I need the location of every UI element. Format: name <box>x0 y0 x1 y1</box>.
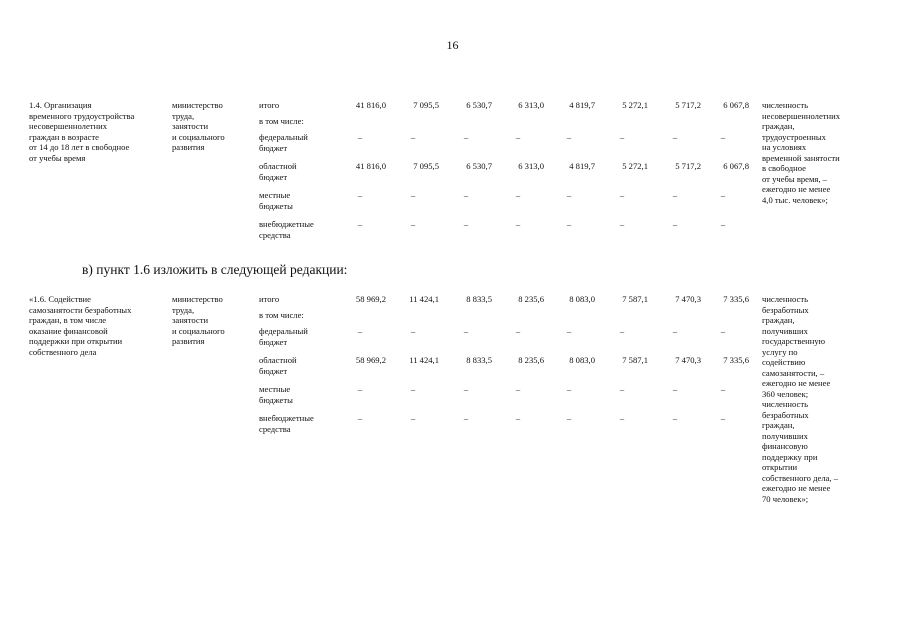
funding-row <box>29 190 879 214</box>
funding-value: – <box>720 219 726 229</box>
funding-value: – <box>515 413 521 423</box>
funding-value: – <box>566 413 572 423</box>
funding-value: – <box>619 413 625 423</box>
funding-value: – <box>357 132 363 142</box>
funding-row <box>29 161 879 185</box>
funding-source: итого <box>259 100 280 110</box>
funding-source: в том числе: <box>259 116 304 126</box>
funding-source: внебюджетные средства <box>259 413 314 434</box>
amendment-subheading: в) пункт 1.6 изложить в следующей редакции: <box>82 262 348 277</box>
funding-value: 7 587,1 <box>622 294 648 304</box>
funding-value: 58 969,2 <box>355 294 386 304</box>
funding-value: 4 819,7 <box>569 100 595 110</box>
funding-value: 5 717,2 <box>675 100 701 110</box>
funding-value: 6 313,0 <box>518 161 544 171</box>
funding-value: 7 095,5 <box>413 161 439 171</box>
funding-value: 7 335,6 <box>723 355 749 365</box>
measure-title: 1.4. Организация временного трудоустройства несовершеннолетних граждан в возрасте от 14 до 18 лет в свободное от учебы время <box>29 100 135 163</box>
executor: министерство труда, занятости и социального развития <box>172 294 225 346</box>
funding-value: 7 470,3 <box>675 355 701 365</box>
funding-value: 6 067,8 <box>723 100 749 110</box>
funding-value: – <box>357 190 363 200</box>
expected-result: численность несовершеннолетних граждан, трудоустроенных на условиях временной занятости в свободное от учебы время, – ежегодно не менее 4,0 тыс. человек»; <box>762 100 841 205</box>
funding-value: 7 095,5 <box>413 100 439 110</box>
funding-value: 5 272,1 <box>622 100 648 110</box>
funding-value: – <box>619 219 625 229</box>
page-number: 16 <box>446 38 459 52</box>
funding-value: – <box>619 326 625 336</box>
funding-row <box>29 326 879 350</box>
funding-value: 6 530,7 <box>466 100 492 110</box>
funding-value: 8 083,0 <box>569 355 595 365</box>
funding-value: 6 530,7 <box>466 161 492 171</box>
funding-value: 58 969,2 <box>355 355 386 365</box>
measure-title: «1.6. Содействие самозанятости безработных граждан, в том числе оказание финансовой поддержки при открытии собственного дела <box>29 294 132 357</box>
funding-value: – <box>720 413 726 423</box>
funding-value: 8 235,6 <box>518 355 544 365</box>
funding-value: 6 313,0 <box>518 100 544 110</box>
funding-value: – <box>566 384 572 394</box>
funding-value: 8 833,5 <box>466 294 492 304</box>
funding-value: – <box>566 326 572 336</box>
funding-value: – <box>672 219 678 229</box>
funding-value: – <box>619 384 625 394</box>
funding-value: – <box>463 190 469 200</box>
funding-value: – <box>410 132 416 142</box>
funding-value: 7 470,3 <box>675 294 701 304</box>
funding-value: 7 335,6 <box>723 294 749 304</box>
funding-value: – <box>515 219 521 229</box>
funding-value: 6 067,8 <box>723 161 749 171</box>
funding-value: – <box>515 132 521 142</box>
funding-value: 11 424,1 <box>409 294 439 304</box>
funding-source: местные бюджеты <box>259 190 293 211</box>
funding-value: – <box>672 384 678 394</box>
funding-value: – <box>619 132 625 142</box>
funding-value: – <box>410 326 416 336</box>
funding-value: – <box>410 413 416 423</box>
funding-source: федеральный бюджет <box>259 132 308 153</box>
funding-value: – <box>463 132 469 142</box>
funding-value: 4 819,7 <box>569 161 595 171</box>
expected-result: численность безработных граждан, получивших государственную услугу по содействию самозанятости, – ежегодно не менее 360 человек; численность безработных граждан, получивших финансовую поддержку при открытии собственного дела, – ежегодно не менее 70 человек»; <box>762 294 839 504</box>
funding-value: – <box>463 413 469 423</box>
funding-value: – <box>463 384 469 394</box>
funding-value: – <box>720 326 726 336</box>
funding-value: – <box>357 413 363 423</box>
funding-value: 41 816,0 <box>355 161 386 171</box>
funding-source: областной бюджет <box>259 161 297 182</box>
funding-row <box>29 132 879 156</box>
funding-row <box>29 413 879 437</box>
funding-value: 5 272,1 <box>622 161 648 171</box>
funding-value: – <box>410 190 416 200</box>
funding-value: – <box>357 219 363 229</box>
funding-value: – <box>566 132 572 142</box>
funding-source: внебюджетные средства <box>259 219 314 240</box>
funding-value: – <box>410 219 416 229</box>
funding-value: 8 833,5 <box>466 355 492 365</box>
funding-value: 8 235,6 <box>518 294 544 304</box>
funding-value: – <box>619 190 625 200</box>
funding-value: – <box>720 384 726 394</box>
funding-value: 5 717,2 <box>675 161 701 171</box>
funding-row <box>29 355 879 379</box>
funding-value: 41 816,0 <box>355 100 386 110</box>
funding-source: в том числе: <box>259 310 304 320</box>
executor: министерство труда, занятости и социального развития <box>172 100 225 152</box>
funding-value: 8 083,0 <box>569 294 595 304</box>
funding-source: федеральный бюджет <box>259 326 308 347</box>
funding-value: – <box>672 326 678 336</box>
funding-value: – <box>357 326 363 336</box>
funding-value: – <box>720 132 726 142</box>
funding-value: – <box>672 132 678 142</box>
funding-value: 7 587,1 <box>622 355 648 365</box>
funding-source: итого <box>259 294 280 304</box>
funding-value: – <box>463 326 469 336</box>
funding-value: – <box>720 190 726 200</box>
funding-value: – <box>463 219 469 229</box>
funding-value: 11 424,1 <box>409 355 439 365</box>
funding-value: – <box>515 190 521 200</box>
funding-value: – <box>515 326 521 336</box>
funding-value: – <box>357 384 363 394</box>
funding-value: – <box>566 219 572 229</box>
funding-row <box>29 219 879 243</box>
funding-value: – <box>566 190 572 200</box>
funding-row <box>29 384 879 408</box>
funding-source: областной бюджет <box>259 355 297 376</box>
funding-value: – <box>672 190 678 200</box>
funding-value: – <box>672 413 678 423</box>
funding-value: – <box>515 384 521 394</box>
funding-value: – <box>410 384 416 394</box>
funding-source: местные бюджеты <box>259 384 293 405</box>
